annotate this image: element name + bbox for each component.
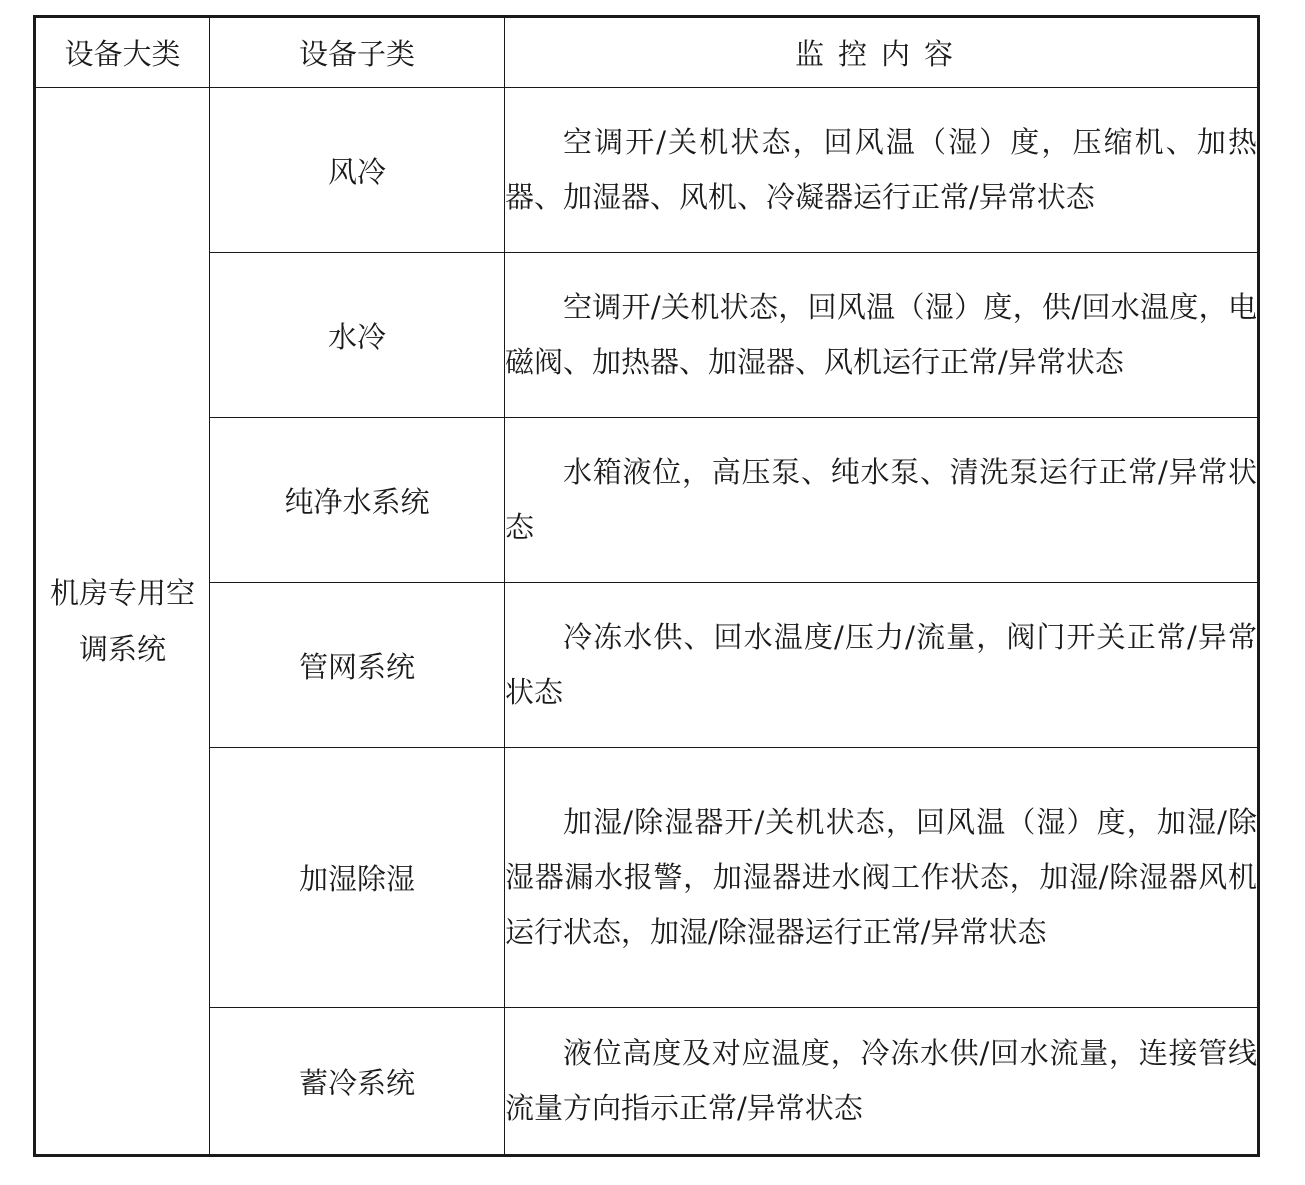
category-cell: 机房专用空调系统	[35, 88, 210, 1156]
subcategory-cell: 纯净水系统	[210, 418, 505, 583]
subcategory-cell: 蓄冷系统	[210, 1008, 505, 1156]
header-content: 监控内容	[505, 17, 1259, 88]
content-text: 加湿/除湿器开/关机状态，回风温（湿）度，加湿/除湿器漏水报警，加湿器进水阀工作状态，加湿/除湿器风机运行状态，加湿/除湿器运行正常/异常状态	[505, 805, 1257, 949]
header-row	[35, 17, 1259, 88]
content-cell	[505, 253, 1259, 418]
content-text: 空调开/关机状态，回风温（湿）度，压缩机、加热器、加湿器、风机、冷凝器运行正常/异常状态	[505, 125, 1257, 214]
content-cell	[505, 583, 1259, 748]
content-cell	[505, 88, 1259, 253]
subcategory-cell: 加湿除湿	[210, 748, 505, 1008]
table-row	[35, 418, 1259, 583]
header-category: 设备大类	[35, 17, 210, 88]
subcategory-cell: 水冷	[210, 253, 505, 418]
table-row	[35, 583, 1259, 748]
header-subcategory: 设备子类	[210, 17, 505, 88]
content-cell	[505, 1008, 1259, 1156]
table-row	[35, 253, 1259, 418]
table-row	[35, 748, 1259, 1008]
monitoring-table	[33, 15, 1260, 1157]
subcategory-cell: 风冷	[210, 88, 505, 253]
content-cell	[505, 418, 1259, 583]
content-text: 空调开/关机状态，回风温（湿）度，供/回水温度，电磁阀、加热器、加湿器、风机运行正常/异常状态	[505, 290, 1257, 379]
table-row	[35, 88, 1259, 253]
content-text: 冷冻水供、回水温度/压力/流量，阀门开关正常/异常状态	[505, 620, 1257, 709]
content-cell	[505, 748, 1259, 1008]
content-text: 液位高度及对应温度，冷冻水供/回水流量，连接管线流量方向指示正常/异常状态	[505, 1036, 1257, 1125]
content-text: 水箱液位，高压泵、纯水泵、清洗泵运行正常/异常状态	[505, 455, 1257, 544]
table-row	[35, 1008, 1259, 1156]
subcategory-cell: 管网系统	[210, 583, 505, 748]
